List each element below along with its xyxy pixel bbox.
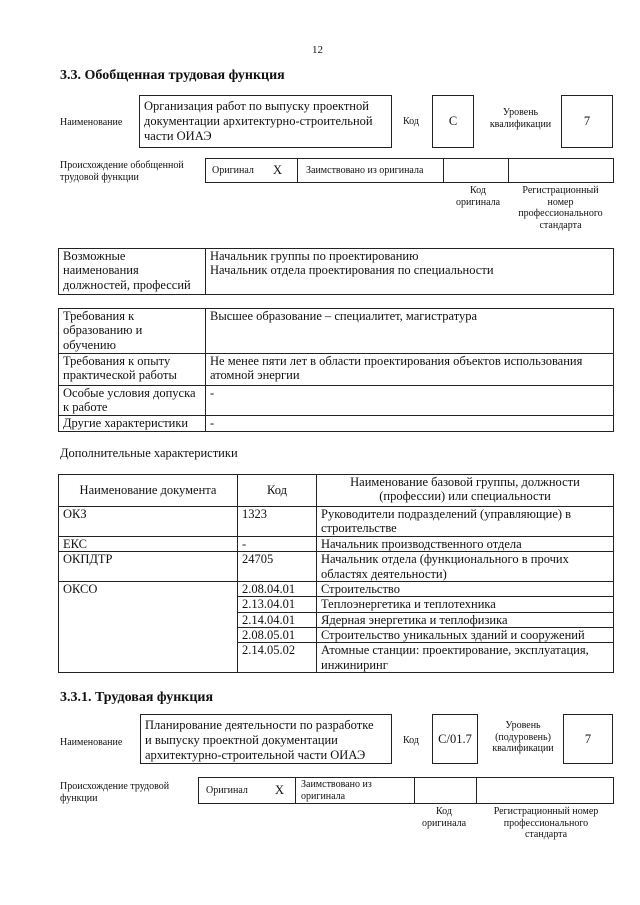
requirement-label-line: Другие характеристики	[63, 416, 189, 430]
origin-label	[60, 160, 184, 183]
level-value: 7	[563, 714, 613, 764]
positions-value-line: Начальник отдела проектирования по специальности	[210, 263, 494, 278]
positions-value-line: Начальник группы по проектированию	[210, 249, 419, 263]
header-code: Код	[238, 475, 317, 507]
positions-label	[59, 249, 206, 295]
code-cell: 2.08.04.01	[238, 581, 317, 596]
level-value: 7	[561, 95, 613, 148]
code-cell: 2.14.04.01	[238, 612, 317, 627]
requirement-label	[59, 416, 206, 432]
requirement-label-line: Требования к	[63, 309, 135, 323]
code-cell: 2.08.05.01	[238, 628, 317, 643]
name-cell-line: Атомные станции: проектирование, эксплуатация,	[321, 643, 589, 658]
code-label: Код	[403, 116, 419, 127]
positions-label-line: Возможные	[63, 249, 126, 263]
requirement-value	[206, 309, 614, 354]
original-label: Оригинал	[212, 165, 254, 176]
divider	[508, 159, 509, 182]
original-mark: X	[273, 163, 283, 177]
origin-label-line: трудовой функции	[60, 171, 139, 183]
code-original-line: Код	[470, 185, 486, 196]
origin-label-line: Происхождение обобщенной	[60, 160, 184, 171]
requirement-value	[206, 386, 614, 416]
name-cell-line: Теплоэнергетика и теплотехника	[321, 597, 496, 612]
requirement-label-line: практической работы	[63, 368, 177, 383]
table-row	[59, 536, 614, 551]
doc-cell: ОКСО	[59, 581, 238, 672]
function-name-line: Организация работ по выпуску проектной	[144, 99, 369, 113]
positions-value	[206, 249, 614, 295]
requirement-label	[59, 309, 206, 354]
name-cell-line: Строительство	[321, 581, 401, 596]
code-value: С	[432, 95, 474, 148]
code-original-label	[443, 185, 513, 208]
name-cell-line: Начальник отдела (функционального в прочих	[321, 552, 569, 567]
origin-label-line: функции	[60, 792, 98, 804]
origin-box	[198, 777, 614, 804]
doc-cell: ЕКС	[59, 536, 238, 551]
reg-number-line: стандарта	[539, 219, 582, 231]
reg-number-label	[478, 806, 614, 841]
reg-number-line: Регистрационный	[522, 185, 599, 196]
name-cell	[317, 628, 614, 643]
origin-label-line: Происхождение трудовой	[60, 781, 170, 792]
header-name	[317, 475, 614, 507]
code-label: Код	[403, 735, 419, 746]
origin-box	[205, 158, 614, 183]
original-label: Оригинал	[206, 785, 248, 796]
code-value: С/01.7	[432, 714, 478, 764]
requirement-label	[59, 354, 206, 386]
name-cell-line: инжиниринг	[321, 657, 388, 672]
code-original-line: оригинала	[455, 196, 501, 208]
requirement-value-line: -	[210, 386, 215, 400]
requirement-value-line: Высшее образование – специалитет, магистратура	[210, 309, 478, 323]
name-cell	[317, 643, 614, 673]
name-cell-line: Руководители подразделений (управляющие) в	[321, 507, 572, 521]
reg-number-label	[508, 185, 613, 231]
level-label	[483, 107, 558, 130]
code-cell: 2.13.04.01	[238, 597, 317, 612]
borrowed-label	[301, 779, 372, 802]
requirement-value	[206, 354, 614, 386]
reg-number-line: стандарта	[524, 829, 568, 840]
labor-function-name-line: Планирование деятельности по разработке	[145, 718, 374, 732]
requirement-row	[59, 386, 614, 416]
table-row	[59, 507, 614, 537]
function-name-line: документации архитектурно-строительной	[144, 114, 373, 128]
name-cell	[317, 552, 614, 582]
requirement-row	[59, 354, 614, 386]
requirement-row	[59, 309, 614, 354]
subsection-title: 3.3.1. Трудовая функция	[60, 690, 214, 705]
extra-header-row	[59, 475, 614, 507]
level-label-line: (подуровень)	[495, 731, 551, 743]
code-original-line: оригинала	[421, 817, 467, 829]
code-cell: 1323	[238, 507, 317, 537]
original-mark: X	[275, 783, 285, 797]
code-original-label	[410, 806, 478, 829]
name-label: Наименование	[60, 117, 123, 128]
extra-table	[58, 474, 614, 673]
positions-label-line: должностей, профессий	[63, 277, 191, 292]
function-name-line: части ОИАЭ	[144, 129, 212, 143]
reg-number-line: Регистрационный номер	[493, 806, 599, 817]
level-label-line: квалификации	[489, 118, 552, 130]
labor-function-name-line: архитектурно-строительной части ОИАЭ	[145, 748, 366, 762]
requirement-value-line: атомной энергии	[210, 368, 300, 383]
labor-function-name-line: и выпуску проектной документации	[145, 733, 338, 747]
divider	[414, 778, 415, 803]
divider	[297, 159, 298, 182]
requirement-value-line: Не менее пяти лет в области проектирования объектов использования	[210, 354, 583, 368]
borrowed-label-line: Заимствовано из	[301, 779, 372, 790]
requirement-value	[206, 416, 614, 432]
name-cell	[317, 581, 614, 596]
code-cell: 24705	[238, 552, 317, 582]
divider	[295, 778, 296, 803]
code-cell: 2.14.05.02	[238, 643, 317, 673]
requirement-label-line: образованию и	[63, 323, 143, 338]
labor-function-name-box	[140, 714, 392, 764]
divider	[476, 778, 477, 803]
header-name-line: Наименование базовой группы, должности	[350, 475, 580, 489]
reg-number-line: номер	[547, 196, 574, 208]
name-cell-line: строительстве	[321, 521, 397, 536]
reg-number-line: профессионального	[518, 208, 603, 219]
header-doc: Наименование документа	[59, 475, 238, 507]
name-label: Наименование	[60, 737, 123, 748]
requirement-label	[59, 386, 206, 416]
positions-label-line: наименования	[63, 263, 139, 278]
requirement-row	[59, 416, 614, 432]
code-original-line: Код	[436, 806, 452, 817]
code-cell: -	[238, 536, 317, 551]
level-label-line: Уровень	[502, 107, 539, 118]
doc-cell: ОКЗ	[59, 507, 238, 537]
origin-label	[60, 781, 169, 804]
name-cell	[317, 536, 614, 551]
positions-table	[58, 248, 614, 295]
requirement-label-line: обучению	[63, 337, 116, 352]
name-cell	[317, 612, 614, 627]
function-name-box	[139, 95, 392, 148]
table-row	[59, 552, 614, 582]
name-cell-line: областях деятельности)	[321, 566, 447, 581]
divider	[443, 159, 444, 182]
section-title: 3.3. Обобщенная трудовая функция	[60, 68, 285, 83]
requirement-value-line: -	[210, 416, 215, 430]
requirements-table	[58, 308, 614, 432]
level-label-line: Уровень	[505, 720, 541, 731]
borrowed-label-line: оригинала	[301, 790, 346, 802]
name-cell-line: Начальник производственного отдела	[321, 536, 522, 551]
name-cell	[317, 597, 614, 612]
doc-cell: ОКПДТР	[59, 552, 238, 582]
name-cell-line: Ядерная энергетика и теплофизика	[321, 612, 508, 627]
page-number: 12	[312, 44, 323, 56]
requirement-label-line: к работе	[63, 400, 108, 415]
requirement-label-line: Особые условия допуска	[63, 386, 196, 400]
header-name-line: (профессии) или специальности	[379, 489, 551, 504]
reg-number-line: профессионального	[503, 817, 589, 829]
level-label-line: квалификации	[492, 743, 554, 754]
requirement-label-line: Требования к опыту	[63, 354, 171, 368]
borrowed-label: Заимствовано из оригинала	[306, 165, 424, 176]
extra-title: Дополнительные характеристики	[60, 446, 238, 460]
table-row	[59, 581, 614, 596]
name-cell	[317, 507, 614, 537]
level-label	[485, 720, 561, 755]
name-cell-line: Строительство уникальных зданий и сооружений	[321, 628, 585, 642]
